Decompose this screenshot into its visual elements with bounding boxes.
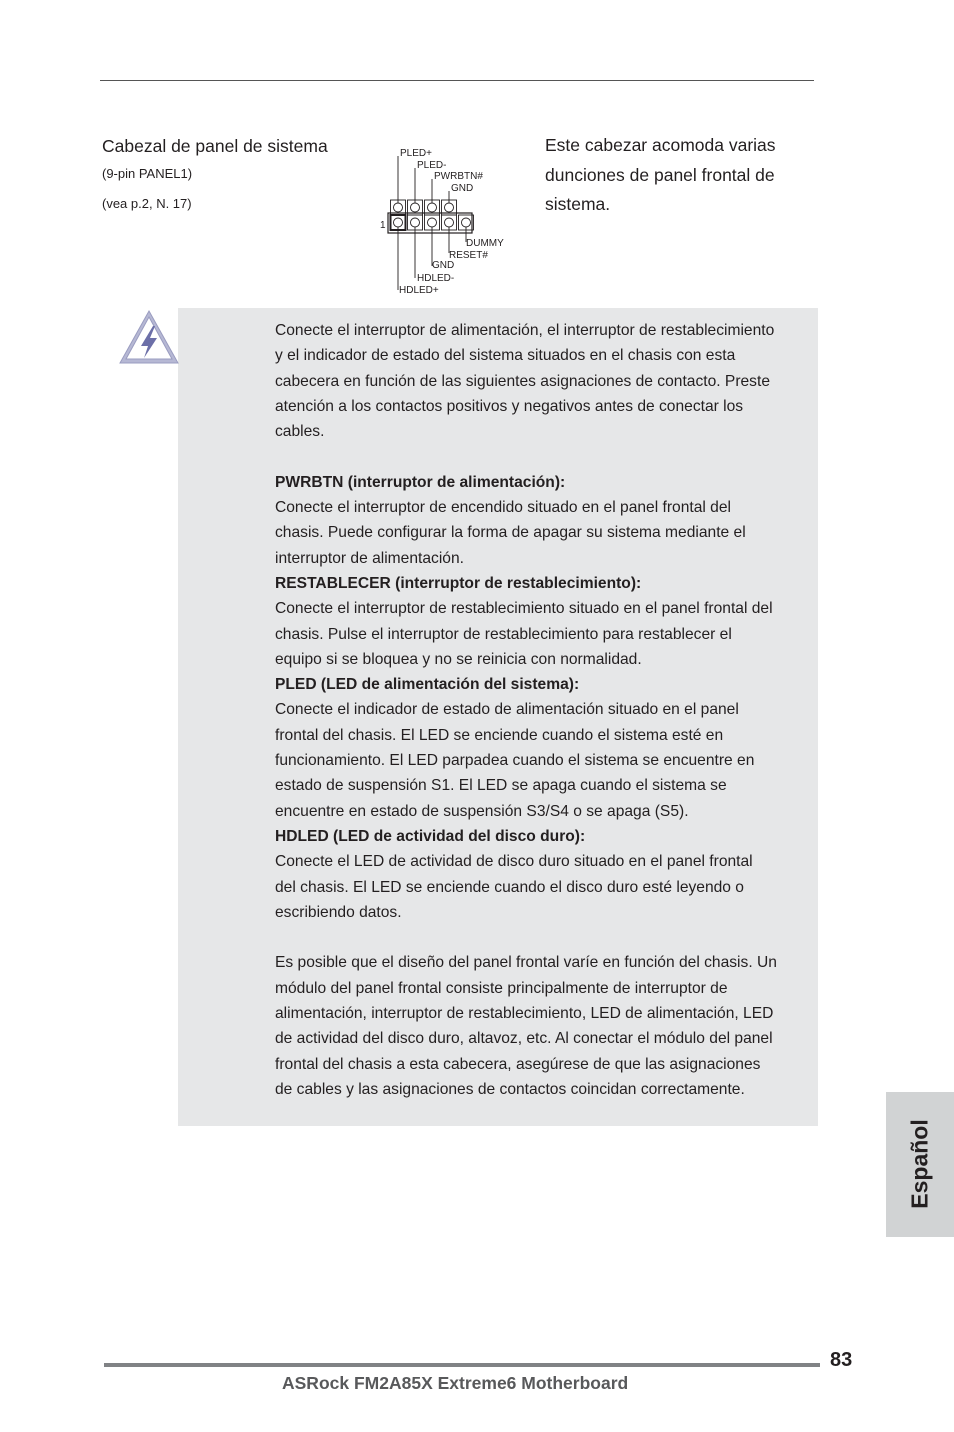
note-body: Conecte el interruptor de alimentación, el interruptor de restablecimiento y el indicador de estado del sistema situados en el chasis con esta cabecera en función de las siguientes asignaciones de contacto. Preste atención a los contactos positivos y negativos antes de conectar los cables. PWRBTN (interruptor de alimentación): Conecte el interruptor de encendido situado en el panel frontal del chasis. Puede configurar la forma de apagar su sistema mediante el interruptor de alimentación. RESTABLECER (interruptor de restablecimiento): Conecte el interruptor de restablecimiento situado en el panel frontal del chasis. Pulse el interruptor de restablecimiento para restablecer el equipo si se bloquea y no se reinicia con normalidad. PLED (LED de alimentación del sistema): Conecte el indicador de estado de alimentación situado en el panel frontal del chasis. El LED se enciende cuando el sistema esté en funcionamiento. El LED parpadea cuando el sistema se encuentre en estado de suspensión S1. El LED se apaga cuando el sistema se encuentre en estado de suspensión S3/S4 o se apaga (S5). HDLED (LED de actividad del disco duro): Conecte el LED de actividad de disco duro situado en el panel frontal del chasis. El LED se enciende cuando el disco duro esté leyendo o escribiendo datos. Es posible que el diseño del panel frontal varíe en función del chasis. Un módulo del panel frontal consiste principalmente de interruptor de alimentación, interruptor de restablecimiento, LED de alimentación, LED de actividad del disco duro, altavoz, etc. Al conectar el módulo del panel frontal del chasis a esta cabecera, asegúrese de que las asignaciones de cables y las asignaciones de contactos coincidan correctamente. (275, 318, 820, 1102)
page-number: 83 (830, 1349, 853, 1371)
pin-label-gnd-bottom: GND (432, 260, 455, 271)
header-description: Este cabezar acomoda varias dunciones de panel frontal de sistema. (545, 135, 776, 214)
language-tab (886, 1092, 954, 1237)
pin-label-dummy: DUMMY (466, 238, 504, 249)
pin-label-pwrbtn: PWRBTN# (434, 171, 483, 182)
pin-label-hdled-minus: HDLED- (417, 273, 455, 284)
footer-product: ASRock FM2A85X Extreme6 Motherboard (282, 1373, 629, 1393)
page-reference: (vea p.2, N. 17) (102, 196, 192, 211)
pin-label: (9-pin PANEL1) (102, 166, 193, 181)
pin-label-hdled-plus: HDLED+ (399, 285, 439, 296)
section-title: Cabezal de panel de sistema (102, 136, 328, 156)
panel-pin-diagram (378, 142, 508, 298)
footer-rule (104, 1363, 820, 1367)
warning-icon (117, 308, 181, 366)
hdled-heading: HDLED (LED de actividad del disco duro): (275, 827, 586, 845)
pin-one-label: 1 (380, 220, 386, 231)
pled-heading: PLED (LED de alimentación del sistema): (275, 676, 580, 694)
top-rule (100, 80, 814, 81)
pin-label-pled-minus: PLED- (417, 160, 447, 171)
language-tab-label: Español (906, 1119, 933, 1209)
reset-heading: RESTABLECER (interruptor de restablecimiento): (275, 574, 642, 592)
pin-label-reset: RESET# (449, 250, 488, 261)
pwrbtn-heading: PWRBTN (interruptor de alimentación): (275, 473, 566, 491)
pin-label-pled-plus: PLED+ (400, 148, 432, 159)
pin-label-gnd-top: GND (451, 183, 474, 194)
